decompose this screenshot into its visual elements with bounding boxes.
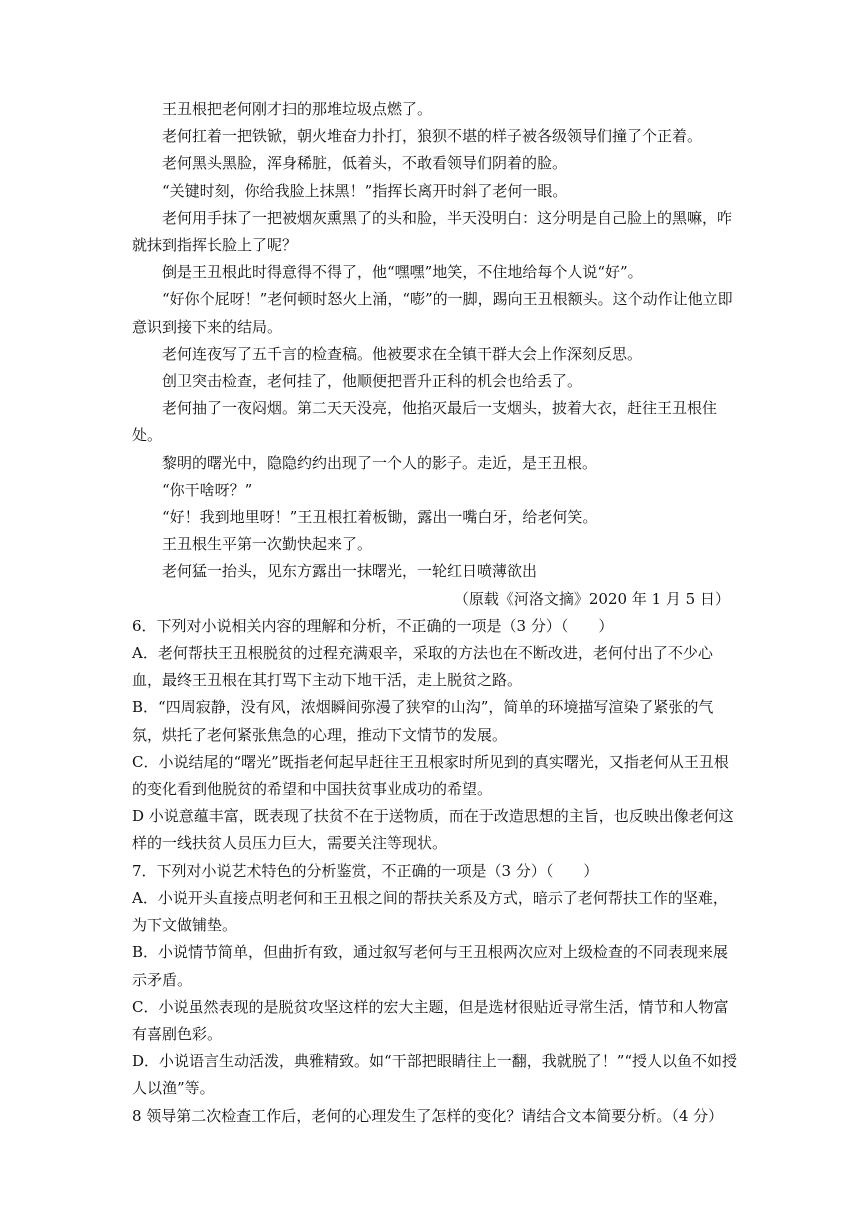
question-8: 8 领导第二次检查工作后，老何的心理发生了怎样的变化？请结合文本简要分析。（4 分） <box>132 1106 724 1125</box>
question-7: 7．下列对小说艺术特色的分析鉴赏，不正确的一项是（3 分）（ ） <box>132 861 599 880</box>
story-paragraph: “关键时刻，你给我脸上抹黑！”指挥长离开时斜了老何一眼。 <box>162 181 568 200</box>
question-6: 6．下列对小说相关内容的理解和分析，不正确的一项是（3 分）（ ） <box>132 616 614 635</box>
question-7-option-d: D．小说语言生动活泼，典雅精致。如“干部把眼睛往上一翻，我就脱了！”“授人以鱼不如授人以渔”等。 <box>132 1052 738 1098</box>
story-paragraph: 王丑根生平第一次勤快起来了。 <box>162 535 373 554</box>
story-paragraph: “好你个屁呀！”老何顿时怒火上涌，“嘭”的一脚，踢向王丑根额头。这个动作让他立即意识到接下来的结局。 <box>132 290 733 336</box>
question-6-option-a: A．老何帮扶王丑根脱贫的过程充满艰辛，采取的方法也在不断改进，老何付出了不少心血，最终王丑根在其打骂下主动下地干活，走上脱贫之路。 <box>132 644 713 690</box>
story-paragraph: 黎明的曙光中，隐隐约约出现了一个人的影子。走近，是王丑根。 <box>162 453 598 472</box>
question-6-option-d: D 小说意蕴丰富，既表现了扶贫不在于送物质，而在于改造思想的主旨，也反映出像老何这样的一线扶贫人员压力巨大，需要关注等现状。 <box>132 807 734 853</box>
question-6-option-b: B．“四周寂静，没有风，浓烟瞬间弥漫了狭窄的山沟”，简单的环境描写渲染了紧张的气氛，烘托了老何紧张焦急的心理，推动下文情节的发展。 <box>132 698 714 744</box>
story-paragraph: 王丑根把老何刚才扫的那堆垃圾点燃了。 <box>162 100 433 118</box>
story-paragraph: “好！我到地里呀！”王丑根扛着板锄，露出一嘴白牙，给老何笑。 <box>162 508 598 527</box>
question-6-option-c: C．小说结尾的“曙光”既指老何起早赶往王丑根家时所见到的真实曙光，又指老何从王丑根的变化看到他脱贫的希望和中国扶贫事业成功的希望。 <box>132 752 729 799</box>
document-body <box>132 96 740 1130</box>
story-paragraph: “你干啥呀？” <box>162 480 253 499</box>
story-paragraph: 老何用手抹了一把被烟灰熏黑了的头和脸，半天没明白：这分明是自己脸上的黑嘛，咋就抹到指挥长脸上了呢？ <box>132 208 733 255</box>
story-paragraph: 老何扛着一把铁锨，朝火堆奋力扑打，狼狈不堪的样子被各级领导们撞了个正着。 <box>162 127 703 146</box>
story-paragraph: 老何猛一抬头，见东方露出一抹曙光，一轮红日喷薄欲出 <box>162 562 538 581</box>
question-7-option-b: B．小说情节简单，但曲折有致，通过叙写老何与王丑根两次应对上级检查的不同表现来展示矛盾。 <box>132 943 729 989</box>
story-paragraph: 创卫突击检查，老何挂了，他顺便把晋升正科的机会也给丢了。 <box>162 372 583 391</box>
story-paragraph: 老何黑头黑脸，浑身稀脏，低着头，不敢看领导们阴着的脸。 <box>162 154 568 173</box>
story-paragraph: 老何抽了一夜闷烟。第二天天没亮，他掐灭最后一支烟头，披着大衣，赶往王丑根住处。 <box>132 399 718 445</box>
question-7-option-a: A．小说开头直接点明老何和王丑根之间的帮扶关系及方式，暗示了老何帮扶工作的坚难，为下文做铺垫。 <box>132 888 728 935</box>
story-paragraph: 倒是王丑根此时得意得不得了，他“嘿嘿”地笑，不住地给每个人说“好”。 <box>162 263 643 282</box>
story-paragraph: 老何连夜写了五千言的检查稿。他被要求在全镇干群大会上作深刻反思。 <box>162 344 643 363</box>
source-citation: （原载《河洛文摘》2020 年 1 月 5 日） <box>453 589 730 608</box>
question-7-option-c: C．小说虽然表现的是脱贫攻坚这样的宏大主题，但是选材很贴近寻常生活，情节和人物富有喜剧色彩。 <box>132 997 729 1043</box>
